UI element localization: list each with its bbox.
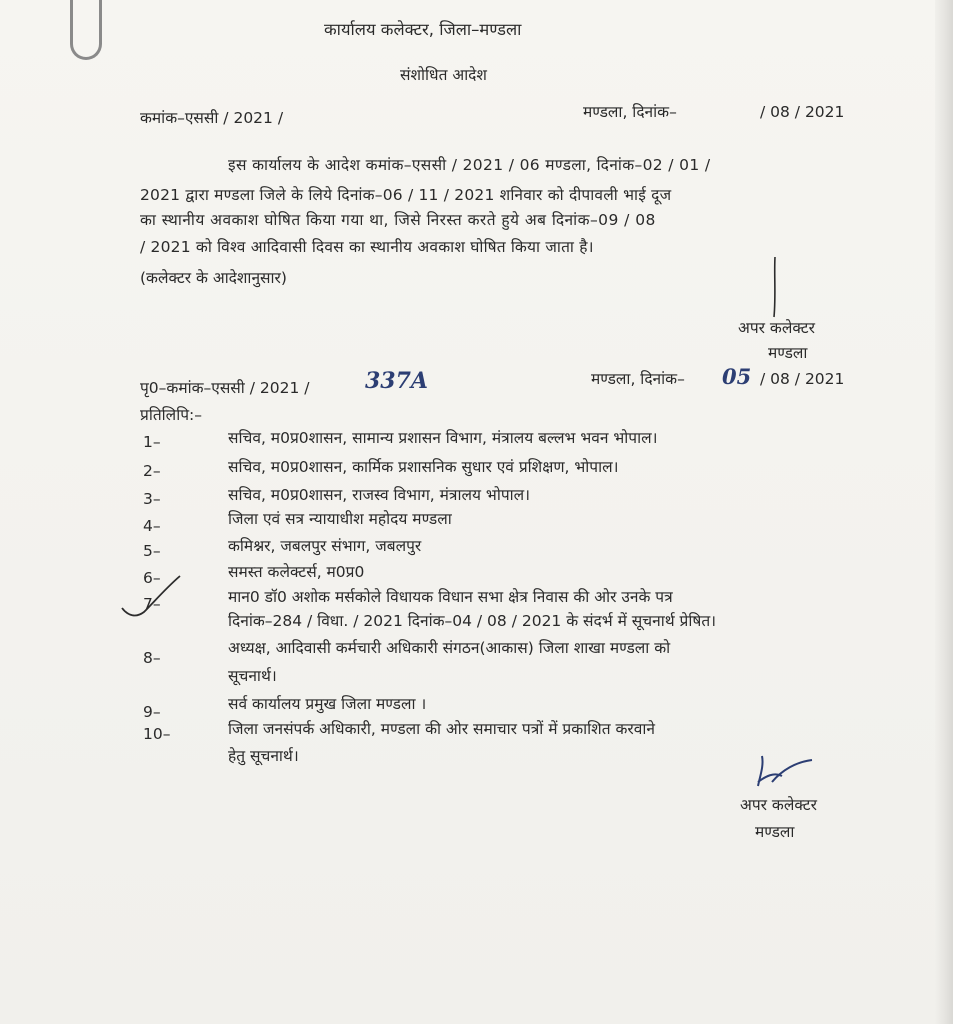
body-line-4: / 2021 को विश्व आदिवासी दिवस का स्थानीय अवकाश घोषित किया जाता है। xyxy=(140,238,594,256)
order-title: संशोधित आदेश xyxy=(400,66,487,84)
copy-item-number: 4– xyxy=(143,517,161,535)
signature1-place: मण्डला xyxy=(768,344,808,362)
copy-item-text: कमिश्नर, जबलपुर संभाग, जबलपुर xyxy=(228,537,422,555)
copy-item-number: 2– xyxy=(143,462,161,480)
copy-item-number: 3– xyxy=(143,490,161,508)
signature-scribble-2 xyxy=(752,752,822,792)
copy-item-text-continued: दिनांक–284 / विधा. / 2021 दिनांक–04 / 08 / 2021 के संदर्भ में सूचनार्थ प्रेषित। xyxy=(228,612,717,630)
copy-item-text: सचिव, म0प्र0शासन, सामान्य प्रशासन विभाग, मंत्रालय बल्लभ भवन भोपाल। xyxy=(228,429,658,447)
copy-item-text: अध्यक्ष, आदिवासी कर्मचारी अधिकारी संगठन(आकास) जिला शाखा मण्डला को xyxy=(228,639,671,657)
body-line-1: इस कार्यालय के आदेश कमांक–एससी / 2021 / 06 मण्डला, दिनांक–02 / 01 / xyxy=(228,156,711,174)
signature2-title: अपर कलेक्टर xyxy=(740,796,817,814)
copy-item-number: 8– xyxy=(143,649,161,667)
signature1-title: अपर कलेक्टर xyxy=(738,319,815,337)
copy-item-text: जिला जनसंपर्क अधिकारी, मण्डला की ओर समाचार पत्रों में प्रकाशित करवाने xyxy=(228,720,655,738)
copy-item-text: सर्व कार्यालय प्रमुख जिला मण्डला । xyxy=(228,695,427,713)
body-line-2: 2021 द्वारा मण्डला जिले के लिये दिनांक–06 / 11 / 2021 शनिवार को दीपावली भाई दूज xyxy=(140,186,672,204)
page-edge-shadow xyxy=(935,0,953,1024)
copy-item-number: 7– xyxy=(143,595,161,613)
copy-to-label: प्रतिलिपि:– xyxy=(140,406,202,424)
copy-item-number: 10– xyxy=(143,725,171,743)
copy-item-number: 5– xyxy=(143,542,161,560)
copy-item-number: 6– xyxy=(143,569,161,587)
signature2-place: मण्डला xyxy=(755,823,795,841)
handwritten-day: 05 xyxy=(722,364,752,389)
copy-item-text-continued: हेतु सूचनार्थ। xyxy=(228,747,299,765)
copy-item-text: सचिव, म0प्र0शासन, कार्मिक प्रशासनिक सुधार एवं प्रशिक्षण, भोपाल। xyxy=(228,458,619,476)
office-heading: कार्यालय कलेक्टर, जिला–मण्डला xyxy=(324,20,522,39)
copy-item-number: 1– xyxy=(143,433,161,451)
handwritten-endorsement-number: 337A xyxy=(365,368,428,394)
endorsement-place-date-label: मण्डला, दिनांक– xyxy=(591,370,685,388)
copy-item-number: 9– xyxy=(143,703,161,721)
order-date: / 08 / 2021 xyxy=(760,103,845,121)
endorsement-date: / 08 / 2021 xyxy=(760,370,845,388)
order-place-date-label: मण्डला, दिनांक– xyxy=(583,103,677,121)
copy-item-text: सचिव, म0प्र0शासन, राजस्व विभाग, मंत्रालय भोपाल। xyxy=(228,486,531,504)
signature-stroke-1 xyxy=(760,255,790,325)
paper-clip xyxy=(70,0,102,60)
order-number: कमांक–एससी / 2021 / xyxy=(140,109,284,127)
copy-item-text: मान0 डॉ0 अशोक मर्सकोले विधायक विधान सभा क्षेत्र निवास की ओर उनके पत्र xyxy=(228,588,673,606)
body-line-3: का स्थानीय अवकाश घोषित किया गया था, जिसे निरस्त करते हुये अब दिनांक–09 / 08 xyxy=(140,211,656,229)
order-note: (कलेक्टर के आदेशानुसार) xyxy=(140,269,287,287)
endorsement-number: पृ0–कमांक–एससी / 2021 / xyxy=(140,379,310,397)
copy-item-text: जिला एवं सत्र न्यायाधीश महोदय मण्डला xyxy=(228,510,452,528)
copy-item-text-continued: सूचनार्थ। xyxy=(228,667,277,685)
copy-item-text: समस्त कलेक्टर्स, म0प्र0 xyxy=(228,563,365,581)
